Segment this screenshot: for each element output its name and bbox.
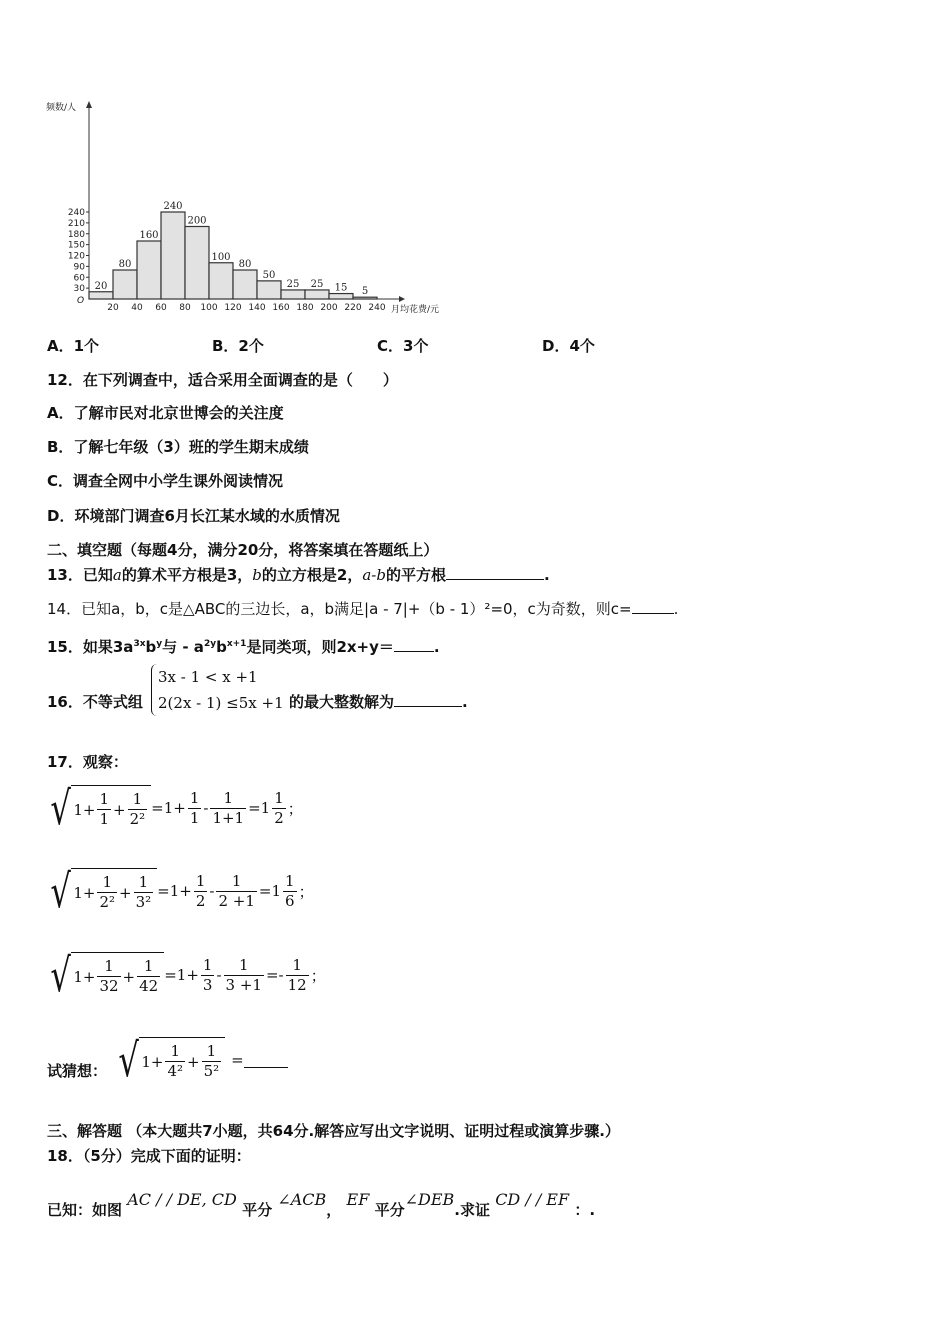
y-tick-label: 30 bbox=[73, 284, 85, 295]
bar-value-label: 25 bbox=[286, 278, 300, 290]
x-tick-label: 180 bbox=[296, 303, 314, 313]
q18-given: 已知：如图 AC / / DE, CD 平分 ∠ACB， EF 平分∠DEB.求证 CD / / EF ：. bbox=[47, 1190, 596, 1219]
section2-heading: 二、填空题（每题4分，满分20分，将答案填在答题纸上） bbox=[47, 541, 439, 559]
histogram-bar bbox=[305, 290, 329, 299]
q16-inequality-2: 2(2x - 1) ≤5x +1 bbox=[158, 694, 284, 712]
histogram-bar bbox=[281, 290, 305, 299]
q13: 13．已知a的算术平方根是3，b的立方根是2，a-b的平方根 . bbox=[47, 566, 550, 584]
q12-option-b: B．了解七年级（3）班的学生期末成绩 bbox=[47, 438, 309, 456]
q17-row-3: √ 1+ $\frac{1}{32}$ + $\frac{1}{42}$ =1+ $\frac{1}{3}$ - $\frac{1}{3 +1}$ =- $\frac{1}{12}$ ； bbox=[50, 948, 326, 1002]
bar-value-label: 50 bbox=[262, 269, 276, 281]
x-tick-label: 20 bbox=[107, 303, 119, 313]
sqrt-sign: √ bbox=[50, 864, 71, 918]
q12-option-a: A．了解市民对北京世博会的关注度 bbox=[47, 404, 284, 422]
q12-stem: 12．在下列调查中，适合采用全面调查的是（ ） bbox=[47, 371, 398, 389]
q11-option-d: D．4个 bbox=[542, 337, 595, 355]
histogram-bar bbox=[89, 292, 113, 299]
x-tick-label: 80 bbox=[179, 303, 191, 313]
y-tick-label: 120 bbox=[67, 251, 85, 262]
q17-label: 17．观察： bbox=[47, 753, 128, 771]
bar-value-label: 25 bbox=[310, 278, 324, 290]
bar-value-label: 5 bbox=[361, 286, 369, 298]
bar-value-label: 80 bbox=[238, 259, 252, 270]
x-tick-label: 40 bbox=[131, 303, 143, 313]
q14: 14．已知a，b，c是△ABC的三边长，a，b满足|a - 7|+（b - 1）²=0，c为奇数，则c= . bbox=[47, 600, 679, 618]
x-tick-label: 160 bbox=[272, 303, 290, 313]
q17-guess-label: 试猜想： bbox=[47, 1062, 108, 1080]
histogram-bar bbox=[113, 270, 137, 299]
x-tick-label: 200 bbox=[320, 303, 338, 313]
x-tick-label: 220 bbox=[344, 303, 362, 313]
bar-value-label: 15 bbox=[334, 282, 348, 294]
q11-option-a: A．1个 bbox=[47, 337, 100, 355]
y-tick-label: 210 bbox=[67, 218, 85, 229]
q17-guess: √ 1+ $\frac{1}{\text{4²}}$ + $\frac{1}{\text{5²}}$ = bbox=[114, 1037, 288, 1083]
histogram-bar bbox=[137, 241, 161, 299]
y-tick-label: 60 bbox=[73, 273, 85, 284]
q15: 15．如果$3a^{3x}b^y$与 - $a^{2y}b^{x+1}$是同类项，则2x+y＝ . bbox=[47, 638, 440, 656]
y-axis-arrow bbox=[86, 101, 92, 108]
histogram-bar bbox=[161, 212, 185, 299]
bar-value-label: 80 bbox=[118, 259, 132, 270]
x-axis-label: 月均花费/元 bbox=[391, 305, 440, 315]
histogram-chart bbox=[40, 100, 480, 322]
q12-option-c: C．调查全网中小学生课外阅读情况 bbox=[47, 472, 284, 490]
answer-blank bbox=[446, 565, 544, 580]
answer-blank bbox=[394, 637, 434, 652]
origin-label: O bbox=[77, 296, 85, 306]
sqrt-sign: √ bbox=[50, 781, 71, 835]
q16-inequality-1: 3x - 1 < x +1 bbox=[158, 668, 258, 686]
y-tick-label: 180 bbox=[67, 229, 85, 240]
q17-row-2: √ 1+ $\frac{1}{\text{2²}}$ + $\frac{1}{\text{3²}}$ =1+ $\frac{1}{2}$ - $\frac{1}{2 +1}$ =1 $\frac{1}{6}$ ； bbox=[50, 864, 314, 918]
x-tick-label: 100 bbox=[200, 303, 218, 313]
q17-row-1: √ 1+ $\frac{1}{1}$ + $\frac{1}{\text{2²}}$ =1+ $\frac{1}{1}$ - $\frac{1}{1+1}$ =1 $\frac{1}{2}$ ； bbox=[50, 781, 303, 835]
q11-option-b: B．2个 bbox=[212, 337, 264, 355]
bar-value-label: 160 bbox=[139, 230, 159, 241]
histogram-bar bbox=[329, 294, 353, 299]
histogram-bar bbox=[257, 281, 281, 299]
section3-heading: 三、解答题 （本大题共7小题，共64分.解答应写出文字说明、证明过程或演算步骤.） bbox=[47, 1122, 620, 1140]
x-tick-label: 140 bbox=[248, 303, 266, 313]
q16-tail: 的最大整数解为 . bbox=[289, 693, 468, 711]
bar-value-label: 100 bbox=[211, 251, 231, 263]
bar-value-label: 200 bbox=[187, 215, 207, 227]
sqrt-sign: √ bbox=[118, 1033, 139, 1087]
x-tick-label: 120 bbox=[224, 303, 242, 313]
histogram-bar bbox=[185, 227, 209, 300]
q18-stem: 18．（5分）完成下面的证明： bbox=[47, 1147, 251, 1165]
bar-value-label: 20 bbox=[94, 280, 108, 292]
q16-inequality-system bbox=[151, 664, 284, 716]
answer-blank bbox=[632, 599, 674, 614]
x-axis-arrow bbox=[399, 296, 405, 302]
y-tick-label: 150 bbox=[67, 240, 85, 251]
q11-option-c: C．3个 bbox=[377, 337, 429, 355]
q16-label: 16．不等式组 bbox=[47, 693, 143, 711]
y-axis-label: 频数/人 bbox=[46, 103, 77, 113]
answer-blank bbox=[394, 692, 462, 707]
y-tick-label: 90 bbox=[73, 262, 85, 273]
answer-blank bbox=[244, 1053, 288, 1068]
q12-option-d: D．环境部门调查6月长江某水域的水质情况 bbox=[47, 507, 340, 525]
bar-value-label: 240 bbox=[163, 201, 183, 212]
sqrt-sign: √ bbox=[50, 948, 71, 1002]
x-tick-label: 60 bbox=[155, 303, 167, 313]
histogram-bar bbox=[209, 263, 233, 299]
y-tick-label: 240 bbox=[67, 208, 85, 218]
x-tick-label: 240 bbox=[368, 303, 386, 313]
histogram-bar bbox=[233, 270, 257, 299]
